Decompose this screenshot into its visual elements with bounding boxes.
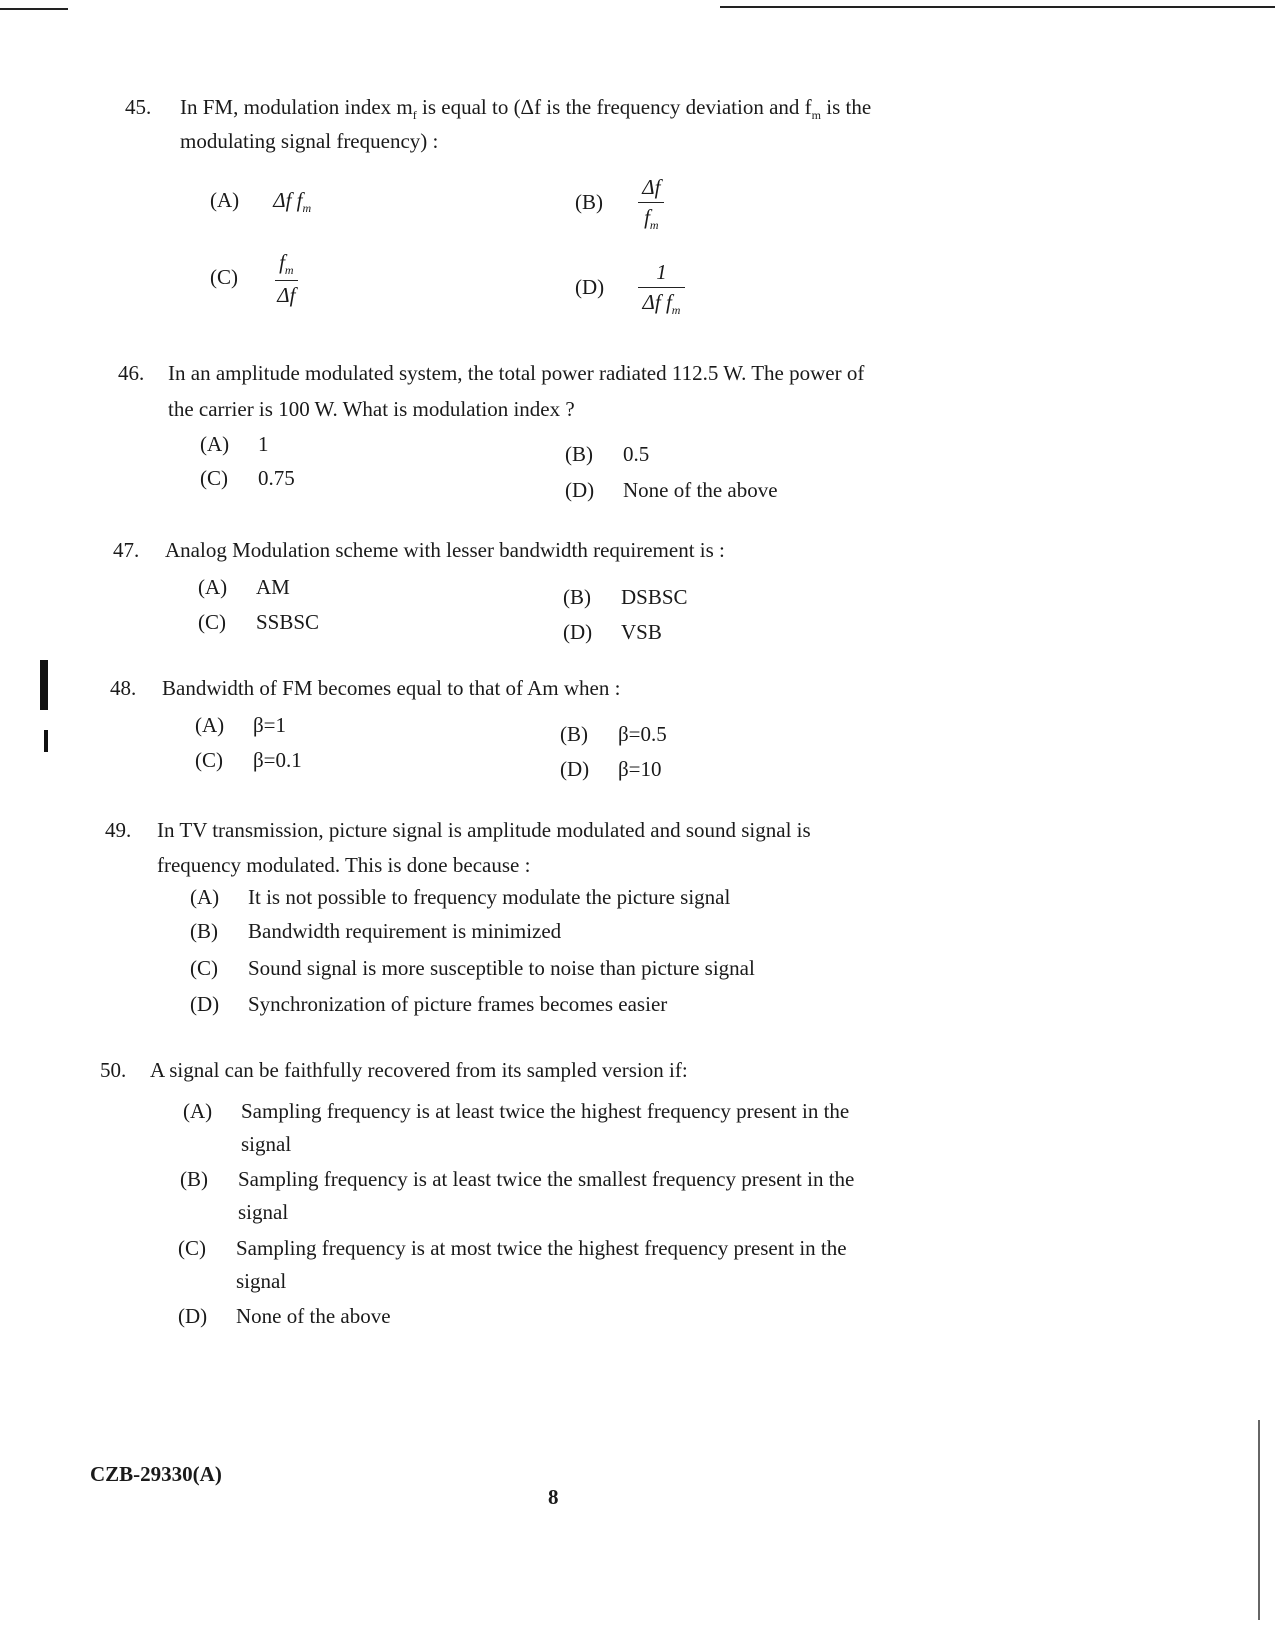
option-text: β=1 bbox=[253, 713, 287, 737]
question-text: In TV transmission, picture signal is amplitude modulated and sound signal is bbox=[157, 818, 811, 842]
option-text: β=0.1 bbox=[253, 748, 302, 772]
option-label: (B) bbox=[565, 442, 593, 466]
option-d[interactable] bbox=[190, 992, 667, 1017]
option-math: Δf bbox=[273, 188, 292, 212]
option-text: Sound signal is more susceptible to noise than picture signal bbox=[248, 956, 755, 980]
top-left-rule bbox=[0, 8, 68, 10]
option-label: (C) bbox=[190, 956, 218, 980]
option-label: (B) bbox=[575, 189, 603, 214]
question-text-line2: the carrier is 100 W. What is modulation index ? bbox=[168, 397, 575, 421]
option-text: VSB bbox=[621, 620, 662, 644]
option-d[interactable] bbox=[560, 757, 662, 782]
option-a[interactable] bbox=[195, 713, 286, 738]
fraction-numerator: 1 bbox=[638, 260, 685, 288]
option-label: (B) bbox=[560, 722, 588, 746]
option-a[interactable] bbox=[190, 885, 730, 910]
option-c[interactable] bbox=[198, 610, 319, 635]
option-text: Sampling frequency is at least twice the highest frequency present in the bbox=[241, 1099, 850, 1123]
option-b[interactable] bbox=[563, 585, 688, 610]
fraction-denominator: $f_m$ bbox=[644, 205, 659, 232]
option-label: (C) bbox=[200, 466, 228, 490]
question-text: is equal to (Δf is the frequency deviation and f bbox=[416, 95, 812, 119]
option-b[interactable] bbox=[190, 919, 561, 944]
option-label: (D) bbox=[563, 620, 593, 644]
option-text: AM bbox=[256, 575, 290, 599]
option-label: (B) bbox=[180, 1167, 208, 1191]
option-text: β=10 bbox=[618, 757, 662, 781]
top-right-rule bbox=[720, 6, 1275, 8]
question-number: 48. bbox=[110, 676, 137, 700]
question-text-line2: frequency modulated. This is done because : bbox=[157, 853, 531, 877]
option-text: β=0.5 bbox=[618, 722, 667, 746]
question-text: Bandwidth of FM becomes equal to that of Am when : bbox=[162, 676, 621, 700]
question-number: 46. bbox=[118, 361, 145, 385]
option-label: (A) bbox=[195, 713, 225, 737]
option-a[interactable] bbox=[210, 188, 311, 216]
option-d[interactable] bbox=[178, 1300, 1078, 1333]
fraction-numerator: $f_m$ bbox=[275, 250, 298, 281]
question-text: In FM, modulation index m bbox=[180, 95, 413, 119]
option-label: (D) bbox=[190, 992, 220, 1016]
option-text: Synchronization of picture frames becomes easier bbox=[248, 992, 668, 1016]
option-text: Bandwidth requirement is minimized bbox=[248, 919, 562, 943]
option-text: None of the above bbox=[623, 478, 778, 502]
option-label: (A) bbox=[183, 1099, 213, 1123]
question-text: is the bbox=[820, 95, 872, 119]
question-text-line2: modulating signal frequency) : bbox=[180, 129, 439, 153]
option-text: 1 bbox=[258, 432, 269, 456]
fraction-denominator: Δf bbox=[277, 283, 296, 307]
option-label: (A) bbox=[210, 188, 240, 212]
fraction-denominator: Δf $f_m$ bbox=[642, 290, 681, 317]
option-label: (C) bbox=[198, 610, 226, 634]
option-d[interactable] bbox=[563, 620, 662, 645]
option-b[interactable] bbox=[560, 722, 667, 747]
option-label: (A) bbox=[200, 432, 230, 456]
fraction bbox=[273, 250, 299, 308]
option-text-cont: signal bbox=[241, 1132, 292, 1156]
question-text: Analog Modulation scheme with lesser bandwidth requirement is : bbox=[165, 538, 725, 562]
subscript: f bbox=[412, 108, 417, 122]
option-c[interactable] bbox=[210, 250, 299, 308]
subscript: m bbox=[302, 201, 312, 215]
option-c[interactable] bbox=[190, 956, 755, 981]
left-margin-mark bbox=[40, 660, 48, 710]
option-c[interactable] bbox=[195, 748, 302, 773]
option-b[interactable] bbox=[565, 442, 649, 467]
question-number: 50. bbox=[100, 1058, 127, 1082]
option-b[interactable] bbox=[575, 175, 664, 233]
option-label: (B) bbox=[190, 919, 218, 943]
fraction-numerator: Δf bbox=[638, 175, 664, 203]
option-text: Sampling frequency is at most twice the highest frequency present in the bbox=[236, 1236, 847, 1260]
option-d[interactable] bbox=[575, 260, 685, 318]
option-text: 0.75 bbox=[258, 466, 295, 490]
question-number: 45. bbox=[125, 95, 152, 119]
option-a[interactable] bbox=[198, 575, 290, 600]
option-text-cont: signal bbox=[238, 1200, 289, 1224]
option-text-cont: signal bbox=[236, 1269, 287, 1293]
question-number: 49. bbox=[105, 818, 132, 842]
option-text: Sampling frequency is at least twice the smallest frequency present in the bbox=[238, 1167, 855, 1191]
option-label: (D) bbox=[565, 478, 595, 502]
option-label: (D) bbox=[575, 274, 605, 299]
option-text: None of the above bbox=[236, 1304, 391, 1328]
option-text: It is not possible to frequency modulate the picture signal bbox=[248, 885, 731, 909]
option-label: (A) bbox=[198, 575, 228, 599]
option-label: (C) bbox=[178, 1236, 206, 1260]
option-c[interactable] bbox=[178, 1232, 1078, 1298]
option-label: (D) bbox=[560, 757, 590, 781]
option-label: (C) bbox=[195, 748, 223, 772]
option-text: DSBSC bbox=[621, 585, 688, 609]
subscript: m bbox=[811, 108, 821, 122]
fraction bbox=[638, 260, 685, 318]
option-text: 0.5 bbox=[623, 442, 650, 466]
paper-code: CZB-29330(A) bbox=[90, 1462, 222, 1486]
option-label: (D) bbox=[178, 1304, 208, 1328]
option-label: (A) bbox=[190, 885, 220, 909]
question-number: 47. bbox=[113, 538, 140, 562]
question-text: A signal can be faithfully recovered from its sampled version if: bbox=[150, 1058, 688, 1082]
option-d[interactable] bbox=[565, 478, 778, 503]
option-math: f bbox=[296, 188, 303, 212]
option-label: (B) bbox=[563, 585, 591, 609]
question-text: In an amplitude modulated system, the total power radiated 112.5 W. The power of bbox=[168, 361, 865, 385]
page-number: 8 bbox=[548, 1485, 559, 1509]
option-a[interactable] bbox=[183, 1095, 1083, 1161]
option-text: SSBSC bbox=[256, 610, 320, 634]
right-margin-line bbox=[1258, 1420, 1260, 1620]
fraction bbox=[638, 175, 664, 233]
option-b[interactable] bbox=[180, 1163, 1080, 1229]
option-label: (C) bbox=[210, 264, 238, 289]
option-c[interactable] bbox=[200, 466, 295, 491]
left-margin-tick bbox=[44, 730, 48, 752]
option-a[interactable] bbox=[200, 432, 269, 457]
